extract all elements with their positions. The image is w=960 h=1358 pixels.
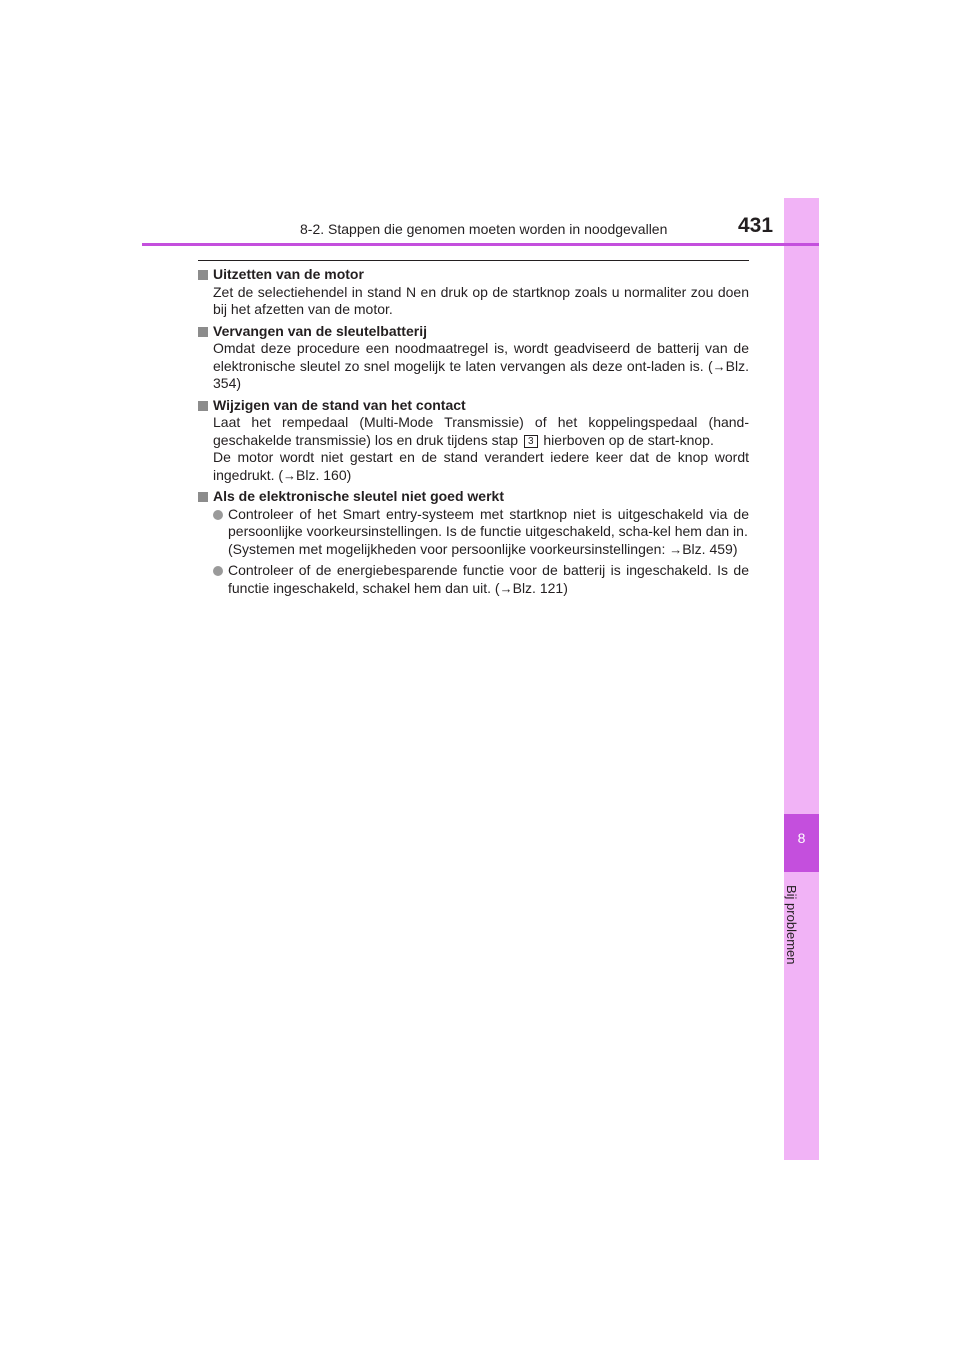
section-heading: Vervangen van de sleutelbatterij: [213, 322, 427, 339]
step-number-badge: 3: [524, 435, 538, 448]
square-bullet-icon: [198, 492, 208, 502]
section-heading: Wijzigen van de stand van het contact: [213, 396, 466, 413]
page-reference: Blz. 121: [512, 579, 564, 596]
chapter-title: Bij problemen: [784, 885, 799, 965]
section-ignition-mode: Wijzigen van de stand van het contact Laat het rempedaal (Multi-Mode Transmissie) of het koppelingspedaal (hand-geschakelde transmissie) los en druk tijdens stap 3 hierboven op de start-knop. De motor wordt niet gestart en de stand verandert iedere keer dat de knop wordt ingedrukt. (→Blz. 160): [198, 397, 749, 485]
section-engine-off: [198, 266, 749, 319]
arrow-icon: →: [712, 358, 726, 374]
arrow-icon: →: [499, 580, 513, 596]
list-item: Controleer of het Smart entry-systeem met startknop niet is uitgeschakeld via de persoonlijke voorkeursinstellingen. Is de functie uitgeschakeld, scha-kel hem dan in. (Systemen met mogelijkheden voor persoonlijke voorkeursinstellingen: →Blz. 459): [198, 506, 749, 559]
circle-bullet-icon: [213, 510, 223, 520]
page-reference: Blz. 354: [213, 357, 749, 391]
section-heading: Als de elektronische sleutel niet goed werkt: [213, 488, 504, 504]
section-text: De motor wordt niet gestart en de stand verandert iedere keer dat de knop wordt ingedrukt. (: [213, 449, 749, 483]
content-top-rule: [198, 260, 749, 261]
page-number: 431: [738, 214, 774, 237]
header-divider: [142, 243, 819, 246]
page-reference: Blz. 459: [682, 540, 733, 557]
section-text: Omdat deze procedure een noodmaatregel is, wordt geadviseerd de batterij van de elektronische sleutel zo snel mogelijk te laten vervangen als deze ont-laden is. (: [213, 340, 749, 374]
chapter-number: 8: [797, 830, 806, 846]
list-item: Controleer of de energiebesparende functie voor de batterij is ingeschakeld. Is de functie ingeschakeld, schakel hem dan uit. (→Blz. 121): [198, 562, 749, 597]
section-key-battery: Vervangen van de sleutelbatterij Omdat deze procedure een noodmaatregel is, wordt geadviseerd de batterij van de elektronische sleutel zo snel mogelijk te laten vervangen als deze ont-laden is. (→Blz. 354): [198, 323, 749, 393]
page-reference: Blz. 160: [296, 466, 347, 483]
circle-bullet-icon: [213, 566, 223, 576]
square-bullet-icon: [198, 401, 208, 411]
section-key-malfunction: [198, 488, 749, 597]
section-text: Zet de selectiehendel in stand N en druk op de startknop zoals u normaliter zou doen bij het afzetten van de motor.: [213, 283, 749, 317]
section-header-title: 8-2. Stappen die genomen moeten worden in noodgevallen: [300, 221, 668, 237]
section-heading: Uitzetten van de motor: [213, 266, 364, 282]
square-bullet-icon: [198, 327, 208, 337]
chapter-number-box: [784, 814, 819, 872]
arrow-icon: →: [283, 467, 297, 483]
section-text: Laat het rempedaal (Multi-Mode Transmissie) of het koppelingspedaal (hand-geschakelde transmissie) los en druk tijdens stap: [213, 414, 749, 448]
chapter-side-tab: [784, 198, 819, 1160]
arrow-icon: →: [669, 541, 683, 557]
square-bullet-icon: [198, 270, 208, 280]
page-content: [198, 266, 749, 601]
